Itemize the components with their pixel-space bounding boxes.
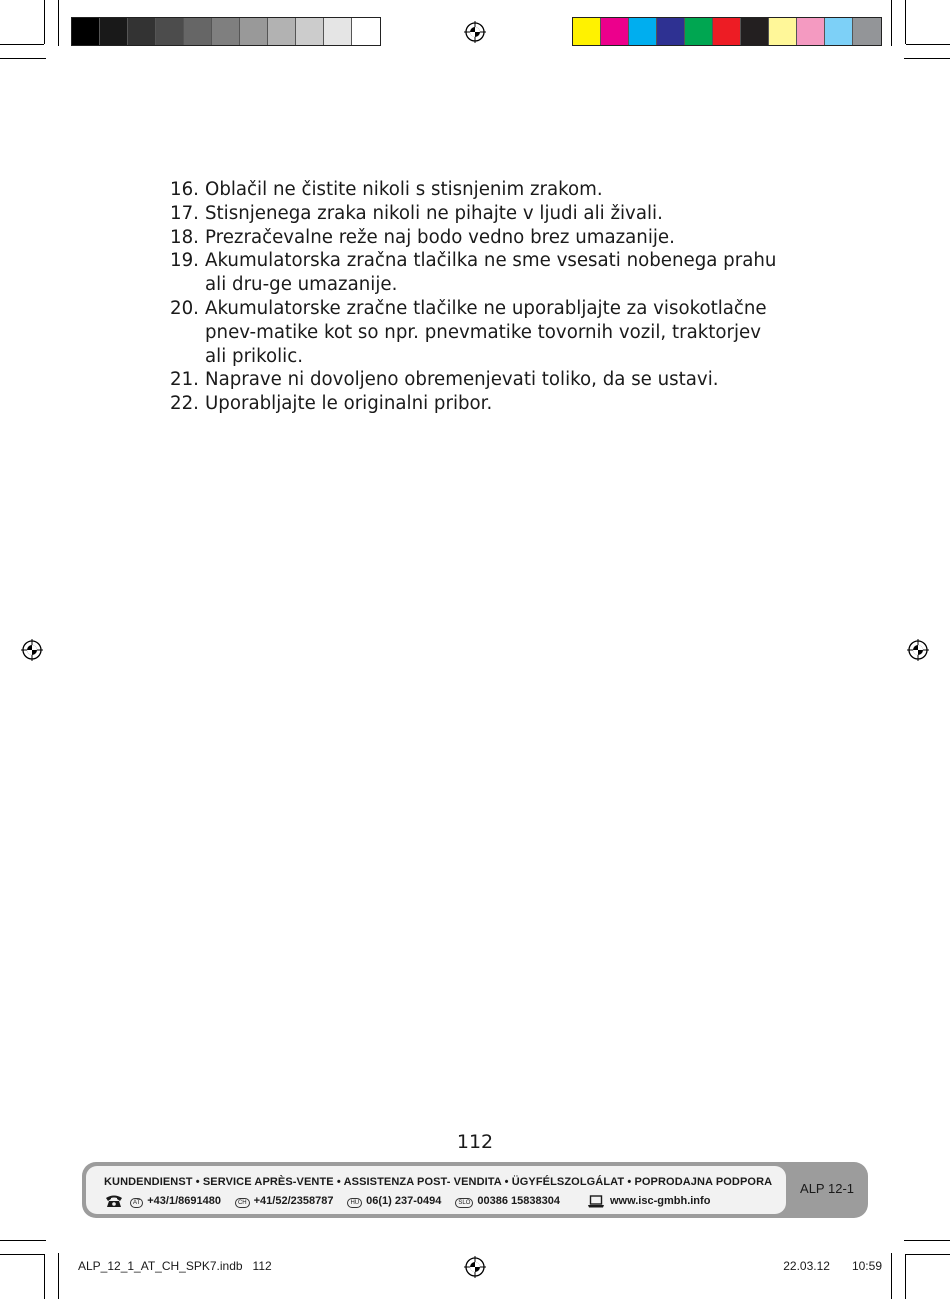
item-text: Akumulatorska zračna tlačilka ne sme vsesati nobenega prahu ali dru-ge umazanije.: [205, 250, 777, 296]
crop-mark: [905, 0, 906, 44]
contact-row: [104, 1194, 710, 1208]
color-swatch: [825, 18, 853, 45]
color-swatch: [769, 18, 797, 45]
service-box: [82, 1162, 868, 1218]
list-item: [164, 202, 784, 226]
grayscale-color-bar: [71, 17, 381, 46]
list-item: [164, 392, 784, 416]
service-title: KUNDENDIENST • SERVICE APRÈS-VENTE • ASSISTENZA POST- VENDITA • ÜGYFÉLSZOLGÁLAT • POPRODAJNA PODPORA: [104, 1176, 773, 1188]
registration-mark-icon: [464, 21, 486, 43]
crop-mark: [906, 1254, 950, 1255]
website-link[interactable]: www.isc-gmbh.info: [609, 1195, 711, 1207]
list-item: [164, 178, 784, 202]
color-swatch: [352, 18, 380, 45]
item-number: 22.: [170, 393, 199, 415]
item-text: Naprave ni dovoljeno obremenjevati toliko, da se ustavi.: [205, 369, 719, 391]
color-swatch: [797, 18, 825, 45]
laptop-icon: [588, 1195, 604, 1208]
color-swatch: [573, 18, 601, 45]
item-number: 20.: [170, 297, 199, 319]
color-swatch: [741, 18, 769, 45]
color-swatch: [128, 18, 156, 45]
crop-mark: [905, 1254, 906, 1299]
crop-mark: [904, 1240, 950, 1241]
color-swatch: [184, 18, 212, 45]
color-swatch: [156, 18, 184, 45]
date-time-slug: 22.03.12 10:59: [783, 1259, 882, 1273]
list-item: [164, 297, 784, 368]
crop-mark: [891, 0, 892, 46]
crop-mark: [58, 0, 59, 46]
color-swatch: [657, 18, 685, 45]
item-text: Prezračevalne reže naj bodo vedno brez umazanije.: [205, 226, 675, 248]
item-text: Oblačil ne čistite nikoli s stisnjenim zrakom.: [205, 179, 603, 200]
process-color-bar: [572, 17, 882, 46]
crop-mark: [904, 58, 950, 59]
color-swatch: [72, 18, 100, 45]
service-info-panel: [86, 1166, 786, 1214]
telephone-icon: [104, 1194, 124, 1208]
phone-hu: HU 06(1) 237-0494: [347, 1195, 441, 1208]
model-label: ALP 12-1: [800, 1181, 854, 1196]
item-number: 19.: [170, 250, 199, 272]
crop-mark: [0, 1254, 44, 1255]
color-swatch: [268, 18, 296, 45]
registration-mark-icon: [907, 639, 929, 661]
file-slug: ALP_12_1_AT_CH_SPK7.indb 112: [78, 1259, 272, 1273]
page-number: 112: [456, 1131, 494, 1153]
color-swatch: [685, 18, 713, 45]
crop-mark: [58, 1253, 59, 1299]
crop-mark: [891, 1253, 892, 1299]
list-item: [164, 226, 784, 250]
phone-ch: CH +41/52/2358787: [235, 1195, 334, 1208]
safety-instructions-list: [164, 178, 784, 416]
color-swatch: [240, 18, 268, 45]
color-swatch: [296, 18, 324, 45]
crop-mark: [44, 1254, 45, 1299]
list-item: [164, 249, 784, 297]
item-text: Uporabljajte le originalni pribor.: [205, 393, 493, 415]
item-number: 18.: [170, 226, 199, 248]
item-text: Stisnjenega zraka nikoli ne pihajte v ljudi ali živali.: [205, 202, 663, 224]
crop-mark: [0, 44, 44, 45]
item-number: 21.: [170, 369, 199, 391]
color-swatch: [713, 18, 741, 45]
crop-mark: [0, 58, 46, 59]
color-swatch: [629, 18, 657, 45]
crop-mark: [44, 0, 45, 44]
phone-at: AT +43/1/8691480: [130, 1195, 221, 1208]
registration-mark-icon: [21, 639, 43, 661]
registration-mark-icon: [464, 1256, 486, 1278]
color-swatch: [324, 18, 352, 45]
crop-mark: [906, 44, 950, 45]
color-swatch: [601, 18, 629, 45]
color-swatch: [100, 18, 128, 45]
phone-slo: SLO 00386 15838304: [455, 1195, 560, 1208]
crop-mark: [0, 1240, 46, 1241]
item-number: 16.: [170, 179, 199, 200]
color-swatch: [853, 18, 881, 45]
list-item: [164, 368, 784, 392]
item-number: 17.: [170, 202, 199, 224]
color-swatch: [212, 18, 240, 45]
item-text: Akumulatorske zračne tlačilke ne uporabljajte za visokotlačne pnev-matike kot so npr. pnevmatike tovornih vozil, traktorjev ali prikolic.: [205, 297, 767, 367]
